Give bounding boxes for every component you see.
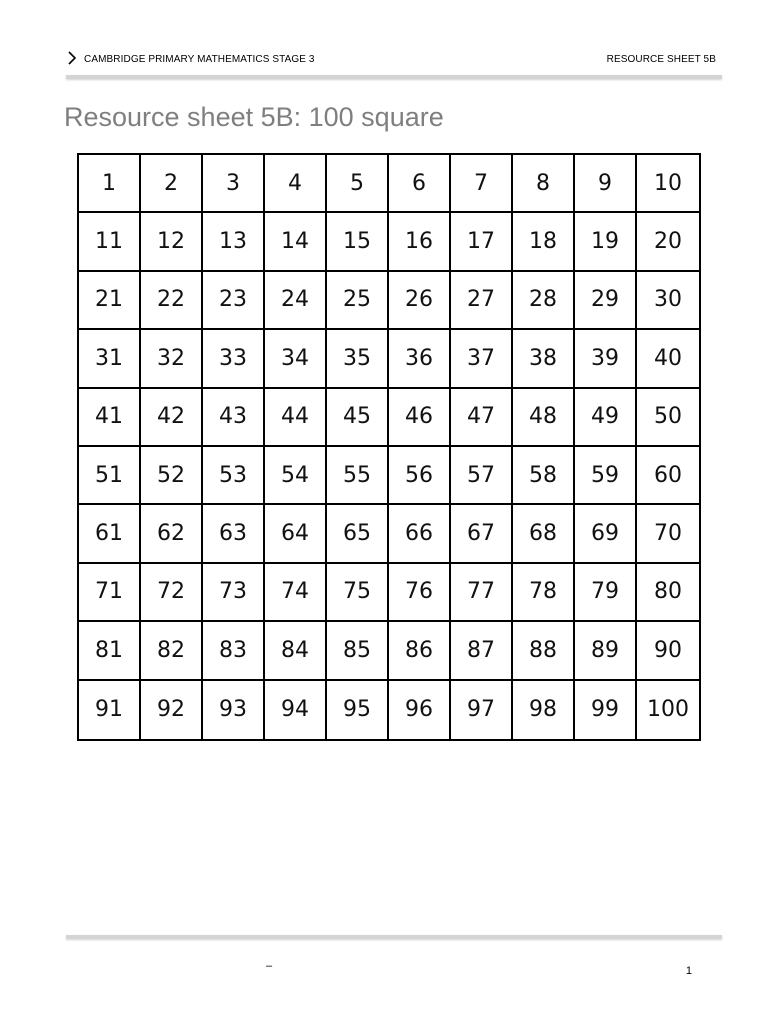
grid-cell: 78 bbox=[513, 564, 575, 622]
grid-cell: 84 bbox=[265, 622, 327, 680]
grid-cell: 26 bbox=[389, 272, 451, 330]
grid-cell: 3 bbox=[203, 155, 265, 213]
footer-mark: – bbox=[266, 960, 273, 972]
grid-cell: 40 bbox=[637, 330, 699, 388]
grid-cell: 96 bbox=[389, 681, 451, 739]
grid-cell: 61 bbox=[79, 505, 141, 563]
grid-cell: 59 bbox=[575, 447, 637, 505]
grid-cell: 70 bbox=[637, 505, 699, 563]
grid-cell: 68 bbox=[513, 505, 575, 563]
grid-cell: 67 bbox=[451, 505, 513, 563]
grid-cell: 32 bbox=[141, 330, 203, 388]
grid-cell: 39 bbox=[575, 330, 637, 388]
grid-cell: 98 bbox=[513, 681, 575, 739]
grid-cell: 92 bbox=[141, 681, 203, 739]
series-title: CAMBRIDGE PRIMARY MATHEMATICS STAGE 3 bbox=[84, 54, 315, 65]
grid-cell: 45 bbox=[327, 389, 389, 447]
grid-cell: 33 bbox=[203, 330, 265, 388]
grid-cell: 21 bbox=[79, 272, 141, 330]
grid-cell: 72 bbox=[141, 564, 203, 622]
footer-divider bbox=[66, 935, 722, 939]
grid-cell: 28 bbox=[513, 272, 575, 330]
grid-cell: 49 bbox=[575, 389, 637, 447]
grid-cell: 25 bbox=[327, 272, 389, 330]
grid-cell: 69 bbox=[575, 505, 637, 563]
grid-cell: 8 bbox=[513, 155, 575, 213]
grid-cell: 15 bbox=[327, 213, 389, 271]
grid-cell: 100 bbox=[647, 697, 689, 723]
grid-cell: 5 bbox=[327, 155, 389, 213]
grid-cell: 7 bbox=[451, 155, 513, 213]
grid-cell: 77 bbox=[451, 564, 513, 622]
grid-cell: 23 bbox=[203, 272, 265, 330]
grid-cell: 99 bbox=[575, 681, 637, 739]
grid-cell: 83 bbox=[203, 622, 265, 680]
grid-cell: 18 bbox=[513, 213, 575, 271]
grid-cell: 52 bbox=[141, 447, 203, 505]
grid-cell: 71 bbox=[79, 564, 141, 622]
grid-cell: 63 bbox=[203, 505, 265, 563]
grid-cell: 44 bbox=[265, 389, 327, 447]
grid-cell: 94 bbox=[265, 681, 327, 739]
grid-cell: 74 bbox=[265, 564, 327, 622]
grid-cell: 97 bbox=[451, 681, 513, 739]
grid-cell: 91 bbox=[79, 681, 141, 739]
grid-cell: 19 bbox=[575, 213, 637, 271]
resource-sheet-label: RESOURCE SHEET 5B bbox=[606, 54, 716, 65]
grid-cell: 42 bbox=[141, 389, 203, 447]
grid-cell: 48 bbox=[513, 389, 575, 447]
grid-cell: 24 bbox=[265, 272, 327, 330]
grid-cell: 9 bbox=[575, 155, 637, 213]
grid-cell: 43 bbox=[203, 389, 265, 447]
grid-cell: 1 bbox=[79, 155, 141, 213]
grid-cell: 65 bbox=[327, 505, 389, 563]
grid-cell: 4 bbox=[265, 155, 327, 213]
grid-cell: 6 bbox=[389, 155, 451, 213]
grid-cell: 13 bbox=[203, 213, 265, 271]
grid-cell: 36 bbox=[389, 330, 451, 388]
grid-cell: 60 bbox=[637, 447, 699, 505]
grid-cell: 35 bbox=[327, 330, 389, 388]
grid-cell: 2 bbox=[141, 155, 203, 213]
page-title: Resource sheet 5B: 100 square bbox=[64, 102, 444, 132]
grid-cell: 46 bbox=[389, 389, 451, 447]
grid-cell: 82 bbox=[141, 622, 203, 680]
grid-cell: 58 bbox=[513, 447, 575, 505]
grid-cell: 80 bbox=[637, 564, 699, 622]
grid-cell: 54 bbox=[265, 447, 327, 505]
hundred-square-grid bbox=[77, 153, 701, 741]
grid-cell: 89 bbox=[575, 622, 637, 680]
grid-cell: 85 bbox=[327, 622, 389, 680]
chevron-right-icon bbox=[66, 50, 78, 68]
grid-cell: 41 bbox=[79, 389, 141, 447]
grid-cell: 11 bbox=[79, 213, 141, 271]
grid-cell: 93 bbox=[203, 681, 265, 739]
grid-cell: 50 bbox=[637, 389, 699, 447]
grid-cell: 22 bbox=[141, 272, 203, 330]
grid-cell: 87 bbox=[451, 622, 513, 680]
grid-cell: 64 bbox=[265, 505, 327, 563]
grid-cell: 47 bbox=[451, 389, 513, 447]
grid-cell: 31 bbox=[79, 330, 141, 388]
grid-cell: 88 bbox=[513, 622, 575, 680]
grid-cell: 30 bbox=[637, 272, 699, 330]
grid-cell: 27 bbox=[451, 272, 513, 330]
grid-cell: 62 bbox=[141, 505, 203, 563]
grid-cell: 12 bbox=[141, 213, 203, 271]
grid-cell: 14 bbox=[265, 213, 327, 271]
grid-cell: 76 bbox=[389, 564, 451, 622]
grid-cell: 73 bbox=[203, 564, 265, 622]
grid-cell: 55 bbox=[327, 447, 389, 505]
header-divider bbox=[66, 75, 722, 79]
grid-cell: 75 bbox=[327, 564, 389, 622]
grid-cell: 56 bbox=[389, 447, 451, 505]
grid-cell: 95 bbox=[327, 681, 389, 739]
grid-cell: 66 bbox=[389, 505, 451, 563]
grid-cell: 53 bbox=[203, 447, 265, 505]
grid-cell: 20 bbox=[637, 213, 699, 271]
grid-cell: 51 bbox=[79, 447, 141, 505]
page-header bbox=[66, 50, 716, 70]
grid-cell: 38 bbox=[513, 330, 575, 388]
grid-cell: 16 bbox=[389, 213, 451, 271]
grid-cell: 10 bbox=[637, 155, 699, 213]
grid-cell: 57 bbox=[451, 447, 513, 505]
grid-cell: 90 bbox=[637, 622, 699, 680]
grid-cell: 79 bbox=[575, 564, 637, 622]
grid-cell: 86 bbox=[389, 622, 451, 680]
grid-cell: 34 bbox=[265, 330, 327, 388]
grid-cell: 81 bbox=[79, 622, 141, 680]
grid-cell: 29 bbox=[575, 272, 637, 330]
grid-cell: 17 bbox=[451, 213, 513, 271]
page-number: 1 bbox=[685, 965, 692, 977]
grid-cell: 37 bbox=[451, 330, 513, 388]
